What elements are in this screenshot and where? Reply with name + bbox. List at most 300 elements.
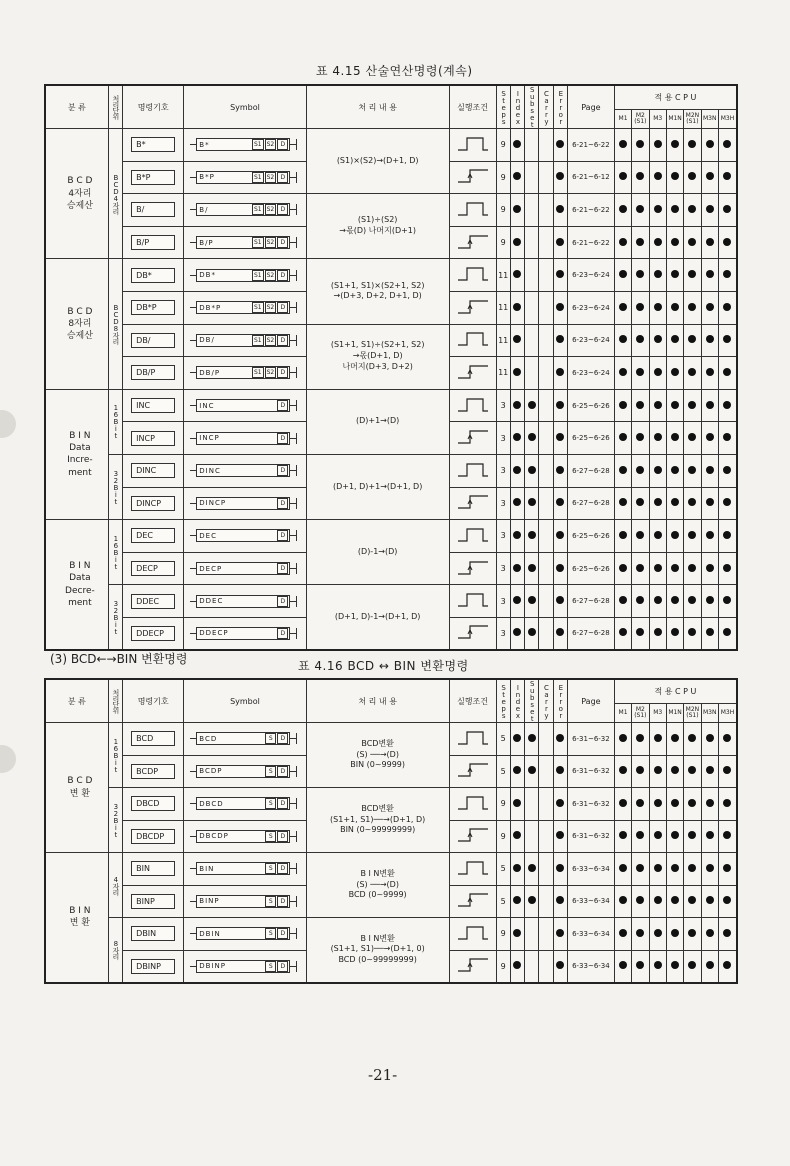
page-reference: 6-33~6-34 bbox=[567, 853, 614, 886]
cpu-cell-6 bbox=[718, 788, 737, 821]
dot-icon bbox=[619, 799, 627, 807]
operand-box: S bbox=[265, 863, 276, 874]
instruction-opcode: DINCP bbox=[199, 499, 227, 508]
dot-icon bbox=[513, 766, 521, 774]
subset-cell bbox=[525, 389, 539, 422]
instruction-block bbox=[196, 732, 290, 745]
operand-box: S1 bbox=[253, 271, 262, 279]
dot-icon bbox=[619, 766, 627, 774]
dot-icon bbox=[556, 531, 564, 539]
dot-icon bbox=[688, 368, 696, 376]
cpu-cell-1 bbox=[632, 520, 649, 553]
instruction-opcode: INC bbox=[199, 401, 215, 410]
instruction-row bbox=[45, 853, 737, 886]
process-description: BCD변환 (S1+1, S1)──→(D+1, D) BIN (0~99999999) bbox=[306, 788, 449, 853]
cpu-cell-4 bbox=[684, 918, 701, 951]
instruction-opcode: DBINP bbox=[199, 962, 226, 970]
steps-cell: 3 bbox=[496, 585, 510, 618]
dot-icon bbox=[513, 961, 521, 969]
dot-icon bbox=[556, 929, 564, 937]
steps-cell: 9 bbox=[496, 194, 510, 227]
error-cell bbox=[553, 129, 567, 162]
operand-box: D bbox=[277, 563, 288, 574]
unit-cell: 16Bit bbox=[108, 389, 122, 454]
process-description: (S1+1, S1)×(S2+1, S2) →(D+3, D+2, D+1, D) bbox=[306, 259, 449, 324]
category-cell: B I N Data Decre- ment bbox=[45, 520, 108, 650]
dot-icon bbox=[636, 335, 644, 343]
dot-icon bbox=[513, 564, 521, 572]
execution-condition bbox=[449, 552, 496, 585]
dot-icon bbox=[706, 766, 714, 774]
dot-icon bbox=[654, 734, 662, 742]
index-cell bbox=[510, 422, 524, 455]
t1-header-unit: 처리단위 bbox=[108, 85, 122, 129]
dot-icon bbox=[513, 929, 521, 937]
pulse-waveform-icon bbox=[456, 199, 490, 219]
mnemonic-cell bbox=[123, 520, 184, 553]
instruction-row bbox=[45, 454, 737, 487]
rising-edge-icon bbox=[456, 232, 490, 252]
dot-icon bbox=[688, 140, 696, 148]
instruction-block bbox=[196, 927, 290, 940]
operand-box: S2 bbox=[266, 206, 275, 214]
dot-icon bbox=[706, 831, 714, 839]
cpu-cell-4 bbox=[684, 129, 701, 162]
dot-icon bbox=[706, 238, 714, 246]
dot-icon bbox=[688, 864, 696, 872]
carry-cell bbox=[539, 853, 553, 886]
operand-box: D bbox=[277, 628, 288, 639]
cpu-cell-3 bbox=[666, 357, 683, 390]
t1-header-page: Page bbox=[567, 85, 614, 129]
cpu-cell-5 bbox=[701, 520, 718, 553]
cpu-cell-1 bbox=[632, 422, 649, 455]
carry-cell bbox=[539, 129, 553, 162]
dot-icon bbox=[556, 831, 564, 839]
carry-cell bbox=[539, 617, 553, 650]
error-cell bbox=[553, 853, 567, 886]
instruction-opcode: DINC bbox=[199, 466, 221, 475]
cpu-cell-5 bbox=[701, 454, 718, 487]
dot-icon bbox=[723, 433, 731, 441]
cpu-cell-4 bbox=[684, 226, 701, 259]
cpu-cell-0 bbox=[614, 357, 631, 390]
carry-cell bbox=[539, 755, 553, 788]
ladder-symbol bbox=[184, 617, 306, 650]
mnemonic-box: DDECP bbox=[131, 626, 175, 641]
dot-icon bbox=[706, 799, 714, 807]
unit-cell: 32Bit bbox=[108, 788, 122, 853]
steps-cell: 11 bbox=[496, 291, 510, 324]
index-cell bbox=[510, 194, 524, 227]
dot-icon bbox=[619, 864, 627, 872]
dot-icon bbox=[688, 896, 696, 904]
execution-condition bbox=[449, 324, 496, 357]
mnemonic-cell bbox=[123, 487, 184, 520]
page-reference: 6-31~6-32 bbox=[567, 723, 614, 756]
mnemonic-cell bbox=[123, 389, 184, 422]
t1-header-cpu-4: M2N (S1) bbox=[684, 109, 701, 128]
page-reference: 6-31~6-32 bbox=[567, 788, 614, 821]
dot-icon bbox=[654, 270, 662, 278]
dot-icon bbox=[636, 238, 644, 246]
dot-icon bbox=[723, 205, 731, 213]
operand-box: S2 bbox=[266, 304, 275, 312]
dot-icon bbox=[706, 896, 714, 904]
steps-cell: 3 bbox=[496, 454, 510, 487]
dot-icon bbox=[654, 831, 662, 839]
dot-icon bbox=[619, 205, 627, 213]
cpu-cell-3 bbox=[666, 454, 683, 487]
steps-cell: 5 bbox=[496, 853, 510, 886]
dot-icon bbox=[513, 303, 521, 311]
t2-header-error: Error bbox=[553, 679, 567, 723]
cpu-cell-3 bbox=[666, 853, 683, 886]
instruction-block bbox=[196, 236, 290, 249]
pulse-waveform-icon bbox=[456, 460, 490, 480]
dot-icon bbox=[706, 270, 714, 278]
instruction-opcode: DB* bbox=[199, 271, 216, 280]
cpu-cell-1 bbox=[632, 487, 649, 520]
pulse-waveform-icon bbox=[456, 395, 490, 415]
cpu-cell-6 bbox=[718, 454, 737, 487]
dot-icon bbox=[654, 628, 662, 636]
dot-icon bbox=[556, 896, 564, 904]
dot-icon bbox=[671, 929, 679, 937]
cpu-cell-5 bbox=[701, 853, 718, 886]
cpu-cell-5 bbox=[701, 389, 718, 422]
dot-icon bbox=[654, 896, 662, 904]
error-cell bbox=[553, 226, 567, 259]
dot-icon bbox=[556, 628, 564, 636]
dot-icon bbox=[723, 466, 731, 474]
dot-icon bbox=[556, 734, 564, 742]
dot-icon bbox=[556, 596, 564, 604]
mnemonic-box: DINCP bbox=[131, 496, 175, 511]
cpu-cell-0 bbox=[614, 422, 631, 455]
dot-icon bbox=[706, 564, 714, 572]
subset-cell bbox=[525, 552, 539, 585]
cpu-cell-5 bbox=[701, 487, 718, 520]
t2-header-process: 처 리 내 용 bbox=[306, 679, 449, 723]
dot-icon bbox=[671, 140, 679, 148]
dot-icon bbox=[636, 531, 644, 539]
page-reference: 6-31~6-32 bbox=[567, 755, 614, 788]
cpu-cell-2 bbox=[649, 950, 666, 983]
error-cell bbox=[553, 885, 567, 918]
subset-cell bbox=[525, 520, 539, 553]
t2-header-symbol: Symbol bbox=[184, 679, 306, 723]
error-cell bbox=[553, 755, 567, 788]
page-reference: 6-23~6-24 bbox=[567, 259, 614, 292]
dot-icon bbox=[556, 303, 564, 311]
cpu-cell-1 bbox=[632, 853, 649, 886]
dot-icon bbox=[706, 401, 714, 409]
dot-icon bbox=[723, 896, 731, 904]
index-cell bbox=[510, 324, 524, 357]
execution-condition bbox=[449, 291, 496, 324]
cpu-cell-6 bbox=[718, 259, 737, 292]
dot-icon bbox=[513, 140, 521, 148]
dot-icon bbox=[619, 401, 627, 409]
index-cell bbox=[510, 520, 524, 553]
instruction-block bbox=[196, 464, 290, 477]
unit-cell: 16Bit bbox=[108, 723, 122, 788]
pulse-waveform-icon bbox=[456, 329, 490, 349]
page-number: -21- bbox=[368, 1066, 398, 1084]
steps-cell: 9 bbox=[496, 788, 510, 821]
dot-icon bbox=[556, 270, 564, 278]
cpu-cell-3 bbox=[666, 950, 683, 983]
cpu-cell-0 bbox=[614, 520, 631, 553]
cpu-cell-2 bbox=[649, 885, 666, 918]
dot-icon bbox=[688, 335, 696, 343]
instruction-opcode: DB/ bbox=[199, 336, 215, 345]
subset-cell bbox=[525, 129, 539, 162]
dot-icon bbox=[671, 596, 679, 604]
dot-icon bbox=[671, 864, 679, 872]
operand-box: S2 bbox=[266, 239, 275, 247]
execution-condition bbox=[449, 161, 496, 194]
dot-icon bbox=[671, 628, 679, 636]
dot-icon bbox=[528, 433, 536, 441]
mnemonic-box: DEC bbox=[131, 528, 175, 543]
subset-cell bbox=[525, 918, 539, 951]
error-cell bbox=[553, 161, 567, 194]
steps-cell: 9 bbox=[496, 226, 510, 259]
t2-header-steps: Steps bbox=[496, 679, 510, 723]
dot-icon bbox=[528, 734, 536, 742]
cpu-cell-6 bbox=[718, 617, 737, 650]
bcd-bin-conversion-table bbox=[44, 678, 738, 984]
execution-condition bbox=[449, 755, 496, 788]
cpu-cell-2 bbox=[649, 552, 666, 585]
cpu-cell-3 bbox=[666, 885, 683, 918]
unit-cell: BCD8자리 bbox=[108, 259, 122, 389]
cpu-cell-4 bbox=[684, 788, 701, 821]
carry-cell bbox=[539, 357, 553, 390]
ladder-symbol bbox=[184, 226, 306, 259]
operand-box: S2 bbox=[266, 141, 275, 149]
instruction-block bbox=[196, 960, 290, 973]
dot-icon bbox=[556, 961, 564, 969]
dot-icon bbox=[723, 564, 731, 572]
execution-condition bbox=[449, 723, 496, 756]
execution-condition bbox=[449, 194, 496, 227]
cpu-cell-4 bbox=[684, 259, 701, 292]
ladder-symbol bbox=[184, 454, 306, 487]
cpu-cell-1 bbox=[632, 617, 649, 650]
cpu-cell-1 bbox=[632, 291, 649, 324]
dot-icon bbox=[688, 270, 696, 278]
process-description: (D)-1→(D) bbox=[306, 520, 449, 585]
mnemonic-cell bbox=[123, 357, 184, 390]
cpu-cell-1 bbox=[632, 259, 649, 292]
dot-icon bbox=[671, 172, 679, 180]
dot-icon bbox=[706, 140, 714, 148]
dot-icon bbox=[528, 596, 536, 604]
cpu-cell-3 bbox=[666, 324, 683, 357]
operand-box: S bbox=[265, 831, 276, 842]
dot-icon bbox=[636, 831, 644, 839]
dot-icon bbox=[528, 864, 536, 872]
dot-icon bbox=[671, 799, 679, 807]
dot-icon bbox=[513, 205, 521, 213]
steps-cell: 11 bbox=[496, 357, 510, 390]
t2-header-mnemonic: 명령기호 bbox=[123, 679, 184, 723]
cpu-cell-1 bbox=[632, 552, 649, 585]
cpu-cell-3 bbox=[666, 129, 683, 162]
cpu-cell-0 bbox=[614, 389, 631, 422]
cpu-cell-4 bbox=[684, 487, 701, 520]
dot-icon bbox=[723, 531, 731, 539]
dot-icon bbox=[513, 335, 521, 343]
cpu-cell-6 bbox=[718, 950, 737, 983]
dot-icon bbox=[636, 734, 644, 742]
instruction-block bbox=[196, 830, 290, 843]
cpu-cell-6 bbox=[718, 161, 737, 194]
error-cell bbox=[553, 820, 567, 853]
dot-icon bbox=[619, 961, 627, 969]
cpu-cell-5 bbox=[701, 291, 718, 324]
cpu-cell-5 bbox=[701, 259, 718, 292]
pulse-waveform-icon bbox=[456, 793, 490, 813]
mnemonic-cell bbox=[123, 129, 184, 162]
t1-header-process: 처 리 내 용 bbox=[306, 85, 449, 129]
dot-icon bbox=[688, 929, 696, 937]
operand-box: D bbox=[277, 335, 288, 346]
dot-icon bbox=[723, 172, 731, 180]
dot-icon bbox=[671, 466, 679, 474]
subset-cell bbox=[525, 853, 539, 886]
cpu-cell-1 bbox=[632, 585, 649, 618]
dot-icon bbox=[528, 401, 536, 409]
dot-icon bbox=[654, 564, 662, 572]
cpu-cell-0 bbox=[614, 755, 631, 788]
subset-cell bbox=[525, 755, 539, 788]
cpu-cell-5 bbox=[701, 324, 718, 357]
operand-box: S1 bbox=[253, 304, 262, 312]
page-reference: 6-27~6-28 bbox=[567, 487, 614, 520]
mnemonic-box: BCDP bbox=[131, 764, 175, 779]
cpu-cell-6 bbox=[718, 885, 737, 918]
dot-icon bbox=[636, 433, 644, 441]
dot-icon bbox=[688, 564, 696, 572]
t2-header-category: 분 류 bbox=[45, 679, 108, 723]
operand-box: S bbox=[265, 798, 276, 809]
cpu-cell-5 bbox=[701, 161, 718, 194]
arithmetic-instruction-table bbox=[44, 84, 738, 651]
dot-icon bbox=[556, 466, 564, 474]
cpu-cell-3 bbox=[666, 552, 683, 585]
carry-cell bbox=[539, 389, 553, 422]
table-caption-1: 표 4.15 산술연산명령(계속) bbox=[316, 64, 473, 78]
ladder-symbol bbox=[184, 324, 306, 357]
cpu-cell-4 bbox=[684, 885, 701, 918]
dot-icon bbox=[654, 864, 662, 872]
mnemonic-box: DB/ bbox=[131, 333, 175, 348]
dot-icon bbox=[513, 896, 521, 904]
steps-cell: 9 bbox=[496, 129, 510, 162]
operand-box: S bbox=[265, 733, 276, 744]
cpu-cell-2 bbox=[649, 617, 666, 650]
cpu-cell-0 bbox=[614, 161, 631, 194]
dot-icon bbox=[513, 596, 521, 604]
dot-icon bbox=[619, 564, 627, 572]
dot-icon bbox=[723, 864, 731, 872]
mnemonic-box: BCD bbox=[131, 731, 175, 746]
operand-box: D bbox=[277, 433, 288, 444]
carry-cell bbox=[539, 487, 553, 520]
cpu-cell-6 bbox=[718, 422, 737, 455]
steps-cell: 3 bbox=[496, 617, 510, 650]
dot-icon bbox=[723, 335, 731, 343]
error-cell bbox=[553, 585, 567, 618]
mnemonic-box: B/P bbox=[131, 235, 175, 250]
operand-box: D bbox=[277, 896, 288, 907]
dot-icon bbox=[654, 799, 662, 807]
operand-box: S1 bbox=[253, 336, 262, 344]
dot-icon bbox=[528, 564, 536, 572]
dot-icon bbox=[619, 929, 627, 937]
category-cell: B C D 변 환 bbox=[45, 723, 108, 853]
page-reference: 6-27~6-28 bbox=[567, 454, 614, 487]
cpu-cell-0 bbox=[614, 617, 631, 650]
process-description: BCD변환 (S) ──→(D) BIN (0~9999) bbox=[306, 723, 449, 788]
cpu-cell-0 bbox=[614, 487, 631, 520]
mnemonic-cell bbox=[123, 259, 184, 292]
dot-icon bbox=[636, 466, 644, 474]
dot-icon bbox=[706, 205, 714, 213]
cpu-cell-2 bbox=[649, 788, 666, 821]
cpu-cell-3 bbox=[666, 389, 683, 422]
cpu-cell-0 bbox=[614, 129, 631, 162]
cpu-cell-1 bbox=[632, 129, 649, 162]
operand-box: D bbox=[277, 798, 288, 809]
cpu-cell-0 bbox=[614, 324, 631, 357]
index-cell bbox=[510, 820, 524, 853]
mnemonic-cell bbox=[123, 552, 184, 585]
dot-icon bbox=[671, 831, 679, 839]
ladder-symbol bbox=[184, 520, 306, 553]
mnemonic-box: DINC bbox=[131, 463, 175, 478]
mnemonic-cell bbox=[123, 918, 184, 951]
cpu-cell-0 bbox=[614, 788, 631, 821]
cpu-cell-6 bbox=[718, 324, 737, 357]
cpu-cell-6 bbox=[718, 226, 737, 259]
carry-cell bbox=[539, 918, 553, 951]
mnemonic-cell bbox=[123, 585, 184, 618]
instruction-row bbox=[45, 129, 737, 162]
rising-edge-icon bbox=[456, 760, 490, 780]
carry-cell bbox=[539, 552, 553, 585]
dot-icon bbox=[513, 238, 521, 246]
dot-icon bbox=[636, 172, 644, 180]
dot-icon bbox=[513, 531, 521, 539]
dot-icon bbox=[706, 929, 714, 937]
dot-icon bbox=[556, 799, 564, 807]
cpu-cell-3 bbox=[666, 918, 683, 951]
cpu-cell-0 bbox=[614, 552, 631, 585]
carry-cell bbox=[539, 585, 553, 618]
dot-icon bbox=[636, 596, 644, 604]
execution-condition bbox=[449, 454, 496, 487]
t1-header-carry: Carry bbox=[539, 85, 553, 129]
cpu-cell-4 bbox=[684, 324, 701, 357]
mnemonic-cell bbox=[123, 291, 184, 324]
ladder-symbol bbox=[184, 950, 306, 983]
cpu-cell-1 bbox=[632, 885, 649, 918]
